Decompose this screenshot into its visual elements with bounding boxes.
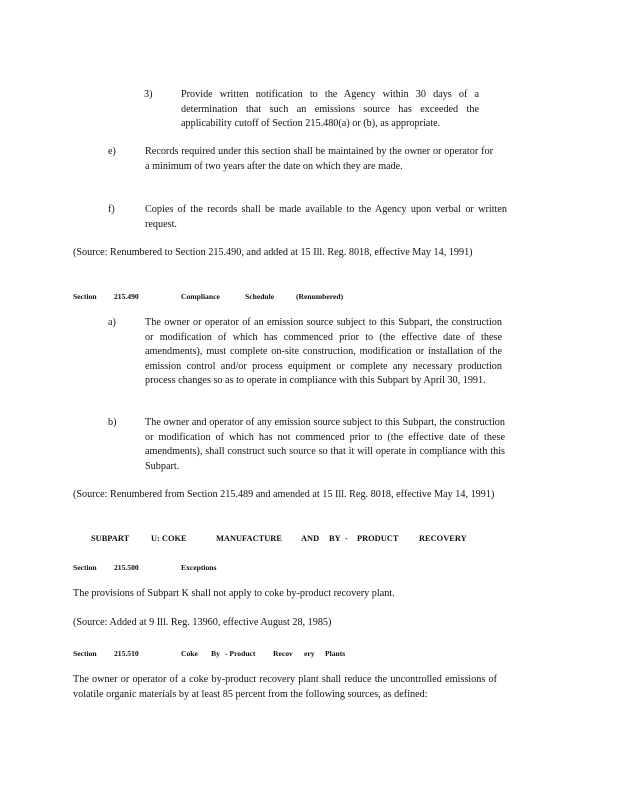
item-text: The owner and operator of any emission source subject to this Subpart, the construction or modification of which has not commenced prior to (the effective date of these amendments), shall construct such source so that it will operate in compliance with this Subpart. bbox=[145, 417, 505, 472]
section-title-word: By bbox=[211, 649, 220, 658]
section-number: 215.500 bbox=[114, 563, 139, 572]
item-number: b) bbox=[108, 417, 117, 428]
paragraph: The provisions of Subpart K shall not apply to coke by-product recovery plant. bbox=[73, 588, 395, 599]
section-heading bbox=[0, 561, 618, 573]
section-title-word: Schedule bbox=[245, 292, 275, 301]
section-title-word: Compliance bbox=[181, 292, 220, 301]
section-label: Section bbox=[73, 292, 97, 301]
section-title-word: Recov bbox=[273, 649, 293, 658]
item-number: 3) bbox=[144, 89, 153, 100]
section-number: 215.490 bbox=[114, 292, 139, 301]
item-text: Records required under this section shall be maintained by the owner or operator for a minimum of two years after the date on which they are made. bbox=[145, 146, 493, 172]
subpart-word: AND bbox=[301, 534, 320, 543]
subpart-word: RECOVERY bbox=[419, 534, 467, 543]
subpart-word: PRODUCT bbox=[357, 534, 399, 543]
subpart-word: MANUFACTURE bbox=[216, 534, 282, 543]
subpart-word: BY bbox=[329, 534, 341, 543]
section-title-word: Coke bbox=[181, 649, 198, 658]
source-note: (Source: Added at 9 Ill. Reg. 13960, effective August 28, 1985) bbox=[73, 617, 332, 628]
section-heading bbox=[0, 290, 618, 302]
section-title-word: Exceptions bbox=[181, 563, 217, 572]
subpart-heading bbox=[0, 532, 618, 544]
section-title-word: ery bbox=[304, 649, 315, 658]
paragraph: The owner or operator of a coke by-product recovery plant shall reduce the uncontrolled emissions of volatile organic materials by at least 85 percent from the following sources, as defined: bbox=[73, 674, 497, 700]
section-title-word: (Renumbered) bbox=[296, 292, 344, 301]
item-number: a) bbox=[108, 317, 116, 328]
subpart-word: U: COKE bbox=[151, 534, 187, 543]
subpart-word: - bbox=[345, 534, 348, 543]
section-label: Section bbox=[73, 649, 97, 658]
item-number: e) bbox=[108, 146, 116, 157]
source-note: (Source: Renumbered from Section 215.489 and amended at 15 Ill. Reg. 8018, effective May 14, 1991) bbox=[73, 489, 495, 500]
section-title-word: Plants bbox=[325, 649, 346, 658]
item-text: Provide written notification to the Agency within 30 days of a determination that such an emissions source has exceeded the applicability cutoff of Section 215.480(a) or (b), as appropriate. bbox=[181, 89, 479, 129]
item-number: f) bbox=[108, 204, 115, 215]
item-text: Copies of the records shall be made available to the Agency upon verbal or written request. bbox=[145, 204, 507, 230]
subpart-word: SUBPART bbox=[91, 534, 130, 543]
section-label: Section bbox=[73, 563, 97, 572]
source-note: (Source: Renumbered to Section 215.490, and added at 15 Ill. Reg. 8018, effective May 14, 1991) bbox=[73, 247, 473, 258]
section-number: 215.510 bbox=[114, 649, 139, 658]
item-text: The owner or operator of an emission source subject to this Subpart, the construction or modification of which has commenced prior to (the effective date of these amendments), must complete on-site construction, modification or installation of the emission control and/or process equipment or complete any necessary production process changes so as to operate in compliance with this Subpart by April 30, 1991. bbox=[145, 317, 502, 386]
section-heading bbox=[0, 647, 618, 659]
section-title-word: - Product bbox=[225, 649, 256, 658]
